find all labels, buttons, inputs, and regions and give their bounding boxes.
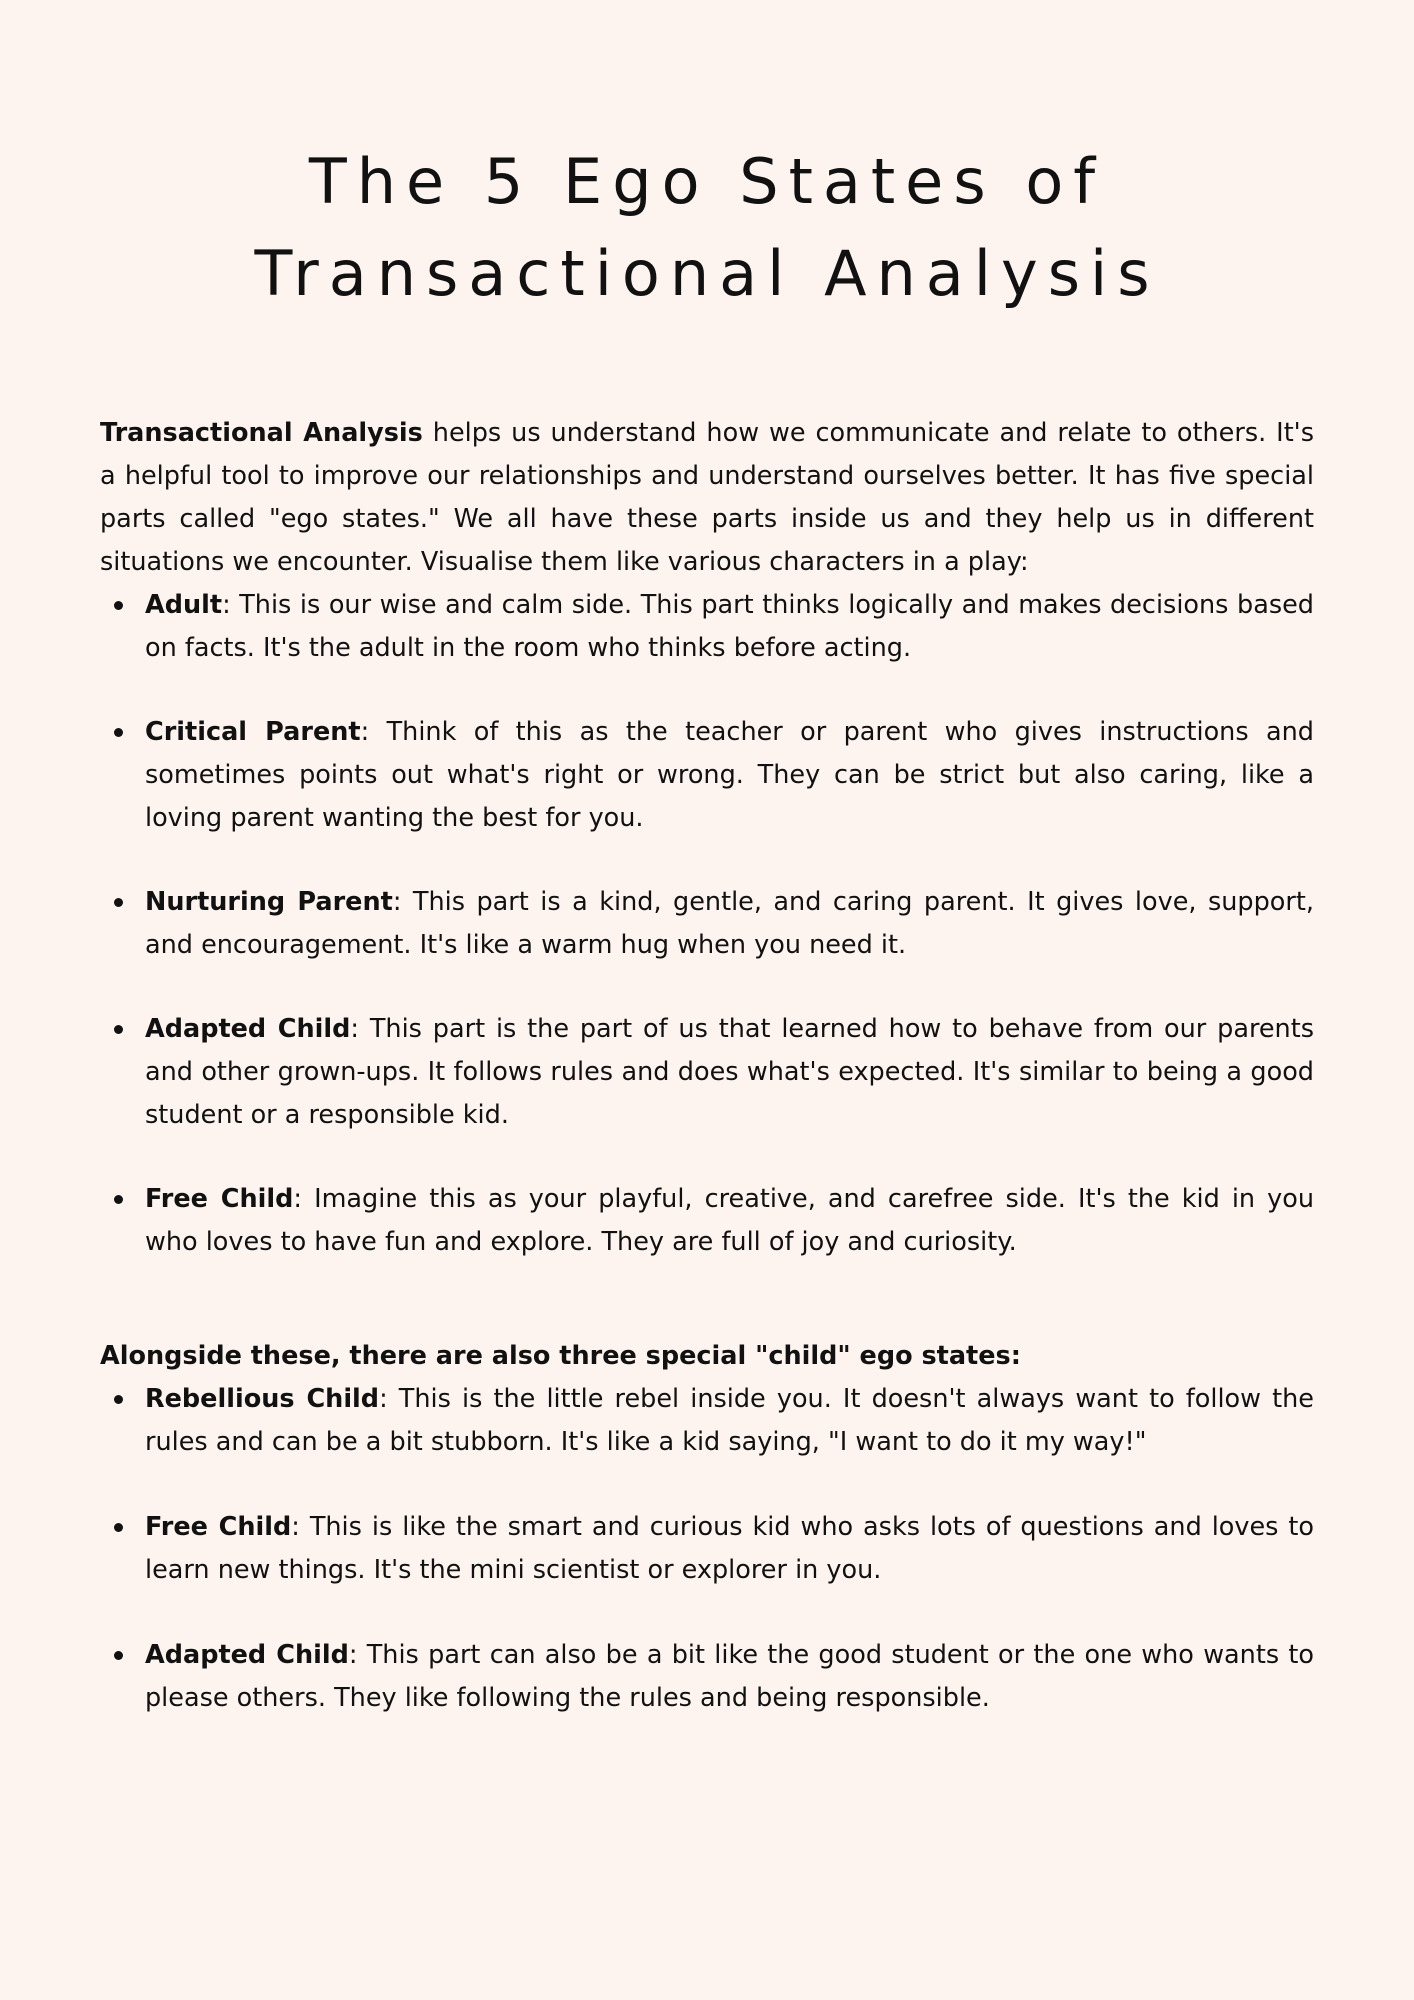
list-item-text: : Think of this as the teacher or parent who gives instructions and sometimes points out what's right or wrong. They can be strict but also caring, like a loving parent wanting the best for you. xyxy=(145,717,1314,833)
list-item-text: : This is like the smart and curious kid who asks lots of questions and loves to learn new things. It's the mini scientist or explorer in you. xyxy=(145,1512,1315,1585)
intro-paragraph xyxy=(100,412,1314,584)
bullet-icon xyxy=(114,728,123,737)
ego-states-list xyxy=(100,584,1314,1264)
list-item-adapted-child-2 xyxy=(100,1634,1314,1720)
list-item-term: Adapted Child xyxy=(145,1640,349,1670)
bullet-icon xyxy=(114,1651,123,1660)
intro-text: helps us understand how we communicate and relate to others. It's a helpful tool to improve our relationships and understand ourselves better. It has five special parts called "ego states." We all have these parts inside us and they help us in different situations we encounter. Visualise them like various characters in a play: xyxy=(100,418,1314,577)
bullet-icon xyxy=(114,1523,123,1532)
list-item-term: Adapted Child xyxy=(145,1014,351,1044)
list-item-term: Adult xyxy=(145,590,223,620)
list-item-text: : This part is a kind, gentle, and caring parent. It gives love, support, and encouragement. It's like a warm hug when you need it. xyxy=(145,887,1314,960)
list-item-term: Nurturing Parent xyxy=(145,887,393,917)
list-item-free-child-2 xyxy=(100,1506,1314,1592)
list-item-term: Free Child xyxy=(145,1184,294,1214)
bullet-icon xyxy=(114,1195,123,1204)
list-item-nurturing-parent xyxy=(100,881,1314,967)
list-item-term: Rebellious Child xyxy=(145,1384,380,1414)
bullet-icon xyxy=(114,1395,123,1404)
list-item-adapted-child xyxy=(100,1008,1314,1137)
list-item-critical-parent xyxy=(100,711,1314,840)
list-item-text: : This is the little rebel inside you. It doesn't always want to follow the rules and can be a bit stubborn. It's like a kid saying, "I want to do it my way!" xyxy=(145,1384,1314,1457)
list-item-text: : Imagine this as your playful, creative, and carefree side. It's the kid in you who loves to have fun and explore. They are full of joy and curiosity. xyxy=(145,1184,1315,1257)
list-item-term: Free Child xyxy=(145,1512,292,1542)
list-item-adult xyxy=(100,584,1314,670)
bullet-icon xyxy=(114,1025,123,1034)
list-item-term: Critical Parent xyxy=(145,717,361,747)
title-line-2: Transactional Analysis xyxy=(254,237,1160,310)
list-item-text: : This part is the part of us that learned how to behave from our parents and other grown-ups. It follows rules and does what's expected. It's similar to being a good student or a responsible kid. xyxy=(145,1014,1315,1130)
title-line-1: The 5 Ego States of xyxy=(308,145,1106,218)
child-states-list xyxy=(100,1378,1314,1720)
intro-term: Transactional Analysis xyxy=(100,418,423,448)
bullet-icon xyxy=(114,898,123,907)
list-item-rebellious-child xyxy=(100,1378,1314,1464)
page-title xyxy=(100,0,1314,320)
list-item-free-child xyxy=(100,1178,1314,1264)
child-states-heading: Alongside these, there are also three special "child" ego states: xyxy=(100,1341,1021,1371)
bullet-icon xyxy=(114,601,123,610)
list-item-text: : This part can also be a bit like the good student or the one who wants to please others. They like following the rules and being responsible. xyxy=(145,1640,1315,1713)
list-item-text: : This is our wise and calm side. This part thinks logically and makes decisions based on facts. It's the adult in the room who thinks before acting. xyxy=(145,590,1314,663)
